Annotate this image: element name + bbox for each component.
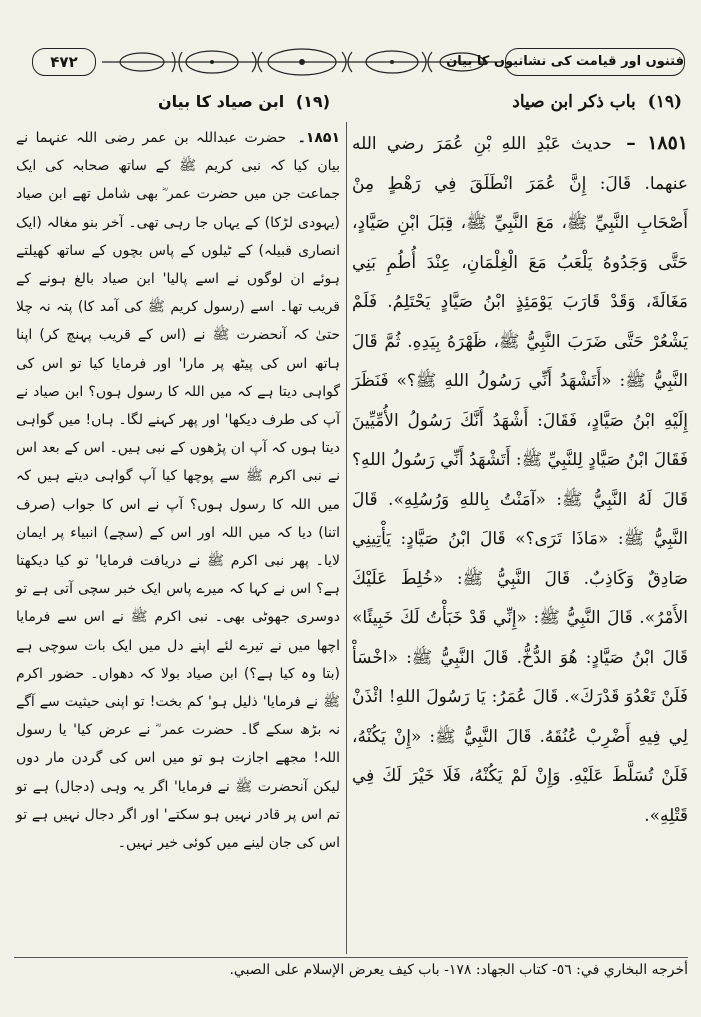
arabic-hadith-paragraph [352,124,688,836]
chapter-number-urdu: (۱۹) [295,92,330,111]
urdu-hadith-paragraph [16,124,340,857]
urdu-hadith-text: حضرت عبداللہ بن عمر رضی اللہ عنہما نے بیان کیا کہ نبی کریم ﷺ کے ساتھ صحابہ کی ایک جماعت جن میں حضرت عمر ؓ بھی شامل تھے ابن صیاد (یہودی لڑکا) کے یہاں جا رہی تھی۔ آخر بنو مغالہ (ایک انصاری قبیلہ) کے ٹیلوں کے پاس بچوں کے ساتھ کھیلتے ہوئے ان لوگوں نے اسے پالیا' ابن صیاد بالغ ہونے کے قریب تھا۔ اسے (رسول کریم ﷺ کی آمد کا) پتہ نہ چلا حتیٰ کہ آنحضرت ﷺ نے (اس کے قریب پہنچ کر) اپنا ہاتھ اس کی پیٹھ پر مارا' اور فرمایا کیا تو اس کی گواہی دیتا ہے کہ میں اللہ کا رسول ہوں؟ ابن صیاد نے آپ کی طرف دیکھا' اور پھر کہنے لگا۔ ہاں! میں گواہی دیتا ہوں کہ آپ ان پڑھوں کے نبی ہیں۔ اس کے بعد اس نے نبی اکرم ﷺ سے پوچھا کیا آپ گواہی دیتے ہیں کہ میں اللہ کا رسول ہوں؟ آپ نے اس کا جواب (صرف اتنا) دیا کہ میں اللہ اور اس کے (سچے) انبیاء پر ایمان لایا۔ پھر نبی اکرم ﷺ نے دریافت فرمایا' تو کیا دیکھتا ہے؟ اس نے کہا کہ میرے پاس ایک خبر سچی آتی ہے تو دوسری جھوٹی بھی۔ نبی اکرم ﷺ نے اس سے فرمایا اچھا میں نے تیرے لئے اپنے دل میں ایک بات سوچی ہے (بتا وہ کیا ہے؟) ابن صیاد بولا کہ دھواں۔ حضور اکرم ﷺ نے فرمایا' ذلیل ہو' کم بخت! تو اپنی حیثیت سے آگے نہ بڑھ سکے گا۔ حضرت عمر ؓ نے عرض کیا' یا رسول اللہ! مجھے اجازت ہو تو میں اس کی گردن مار دوں لیکن آنحضرت ﷺ نے فرمایا' اگر یہ وہی (دجال) ہے تو تم اس پر قادر نہیں ہو سکتے' اور اگر دجال نہیں ہے تو اس کی جان لینے میں کوئی خیر نہیں۔ [16,130,340,852]
urdu-translation-column [16,124,341,852]
header-ornament [102,46,502,78]
running-title: فتنوں اور قیامت کی نشانیوں کا بیان [505,48,685,76]
chapter-title-urdu: ابن صیاد کا بیان [157,92,285,111]
chapter-heading-arabic [372,92,682,118]
footer-rule [14,957,688,958]
page-header [10,40,691,84]
arabic-hadith-number: ١٨٥١ – [626,132,689,154]
chapter-number-arabic: (١٩) [647,92,682,112]
chapter-heading-urdu [20,92,330,118]
chapter-title-arabic: باب ذكر ابن صياد [512,92,636,112]
arabic-text-column [352,124,688,954]
column-divider [346,122,347,954]
arabic-hadith-text: حديث عَبْدِ اللهِ بْنِ عُمَرَ رضي الله عنهما. قَالَ: إِنَّ عُمَرَ انْطَلَقَ فِي رَهْطٍ مِنْ أَصْحَابِ النَّبِيِّ ﷺ، مَعَ النَّبِيِّ ﷺ، قِبَلَ ابْنِ صَيَّادٍ، حَتَّى وَجَدُوهُ يَلْعَبُ مَعَ الْغِلْمَانِ، عِنْدَ أُطُمِ بَنِي مَغَالَةَ، وَقَدْ قَارَبَ يَوْمَئِذٍ ابْنُ صَيَّادٍ يَحْتَلِمُ. فَلَمْ يَشْعُرْ حَتَّى ضَرَبَ النَّبِيُّ ﷺ، ظَهْرَهُ بِيَدِهِ. ثُمَّ قَالَ النَّبِيُّ ﷺ: «أَتَشْهَدُ أَنِّي رَسُولُ اللهِ ﷺ؟» فَنَظَرَ إِلَيْهِ ابْنُ صَيَّادٍ، فَقَالَ: أَشْهَدُ أَنَّكَ رَسُولُ الأُمِّيِّينَ فَقَالَ ابْنُ صَيَّادٍ لِلنَّبِيِّ ﷺ: أَتَشْهَدُ أَنِّي رَسُولُ اللهِ؟ قَالَ لَهُ النَّبِيُّ ﷺ: «آمَنْتُ بِاللهِ وَرُسُلِهِ». قَالَ النَّبِيُّ ﷺ: «مَاذَا تَرَى؟» قَالَ ابْنُ صَيَّادٍ: يَأْتِينِي صَادِقٌ وَكَاذِبٌ. قَالَ النَّبِيُّ ﷺ: «خُلِطَ عَلَيْكَ الأَمْرُ». قَالَ النَّبِيُّ ﷺ: «إِنِّي قَدْ خَبَأْتُ لَكَ خَبِيئًا» قَالَ ابْنُ صَيَّادٍ: هُوَ الدُّخُّ. قَالَ النَّبِيُّ ﷺ: «اخْسَأْ فَلَنْ تَعْدُوَ قَدْرَكَ». قَالَ عُمَرُ: يَا رَسُولَ اللهِ! ائْذَنْ لِي فِيهِ أَضْرِبْ عُنُقَهُ. قَالَ النَّبِيُّ ﷺ: «إِنْ يَكُنْهُ، فَلَنْ تُسَلَّطَ عَلَيْهِ. وَإِنْ لَمْ يَكُنْهُ، فَلَا خَيْرَ لَكَ فِي قَتْلِهِ». [352,134,688,826]
page-number: ۴۷۲ [32,48,96,76]
urdu-hadith-number: ۱۸۵۱۔ [297,130,341,146]
source-footnote: أخرجه البخاري في: ٥٦- كتاب الجهاد: ١٧٨- باب كيف يعرض الإسلام على الصبي. [229,962,688,978]
